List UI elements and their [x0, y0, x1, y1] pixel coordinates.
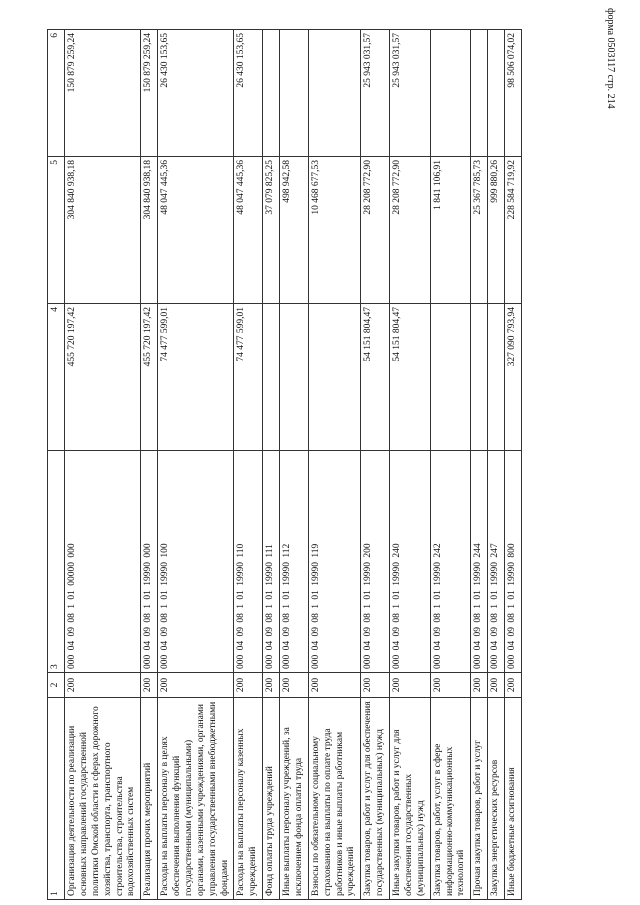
cell-code: 000 04 09 08 1 01 19990 110 — [234, 451, 263, 673]
cell-executed: 37 079 825,25 — [263, 157, 280, 304]
header-col-6: 6 — [48, 30, 65, 157]
cell-unexecuted: 150 879 259,24 — [65, 30, 141, 157]
cell-approved: 54 151 804,47 — [361, 304, 390, 451]
cell-executed: 48 047 445,36 — [234, 157, 263, 304]
cell-approved — [280, 304, 309, 451]
rotated-page — [47, 33, 581, 900]
cell-unexecuted: 26 430 153,65 — [158, 30, 234, 157]
cell-code: 000 04 09 08 1 01 00000 000 — [65, 451, 141, 673]
cell-approved — [430, 304, 471, 451]
table-row — [280, 30, 309, 900]
cell-approved: 54 151 804,47 — [390, 304, 431, 451]
table-row — [65, 30, 141, 900]
cell-unexecuted — [488, 30, 505, 157]
cell-name: Расходы на выплаты персоналу в целях обеспечения выполнения функций государственными (муниципальными) органами, казенными учреждениями, органами управления государственными внебюджетными фондами — [158, 698, 234, 900]
cell-line: 200 — [471, 673, 488, 698]
table-row — [488, 30, 505, 900]
cell-executed: 304 840 938,18 — [65, 157, 141, 304]
cell-name: Реализация прочих мероприятий — [141, 698, 158, 900]
cell-unexecuted: 98 506 074,02 — [505, 30, 522, 157]
cell-line: 200 — [263, 673, 280, 698]
cell-approved: 74 477 599,01 — [158, 304, 234, 451]
cell-line: 200 — [488, 673, 505, 698]
cell-line: 200 — [505, 673, 522, 698]
cell-name: Взносы по обязательному социальному страхованию на выплаты по оплате труда работников и иные выплаты работникам учреждений — [308, 698, 361, 900]
cell-name: Иные закупки товаров, работ и услуг для обеспечения государственных (муниципальных) нужд — [390, 698, 431, 900]
cell-unexecuted: 25 943 031,57 — [361, 30, 390, 157]
cell-line: 200 — [141, 673, 158, 698]
cell-approved: 327 090 793,94 — [505, 304, 522, 451]
table-row — [308, 30, 361, 900]
cell-line: 200 — [65, 673, 141, 698]
cell-code: 000 04 09 08 1 01 19990 200 — [361, 451, 390, 673]
cell-code: 000 04 09 08 1 01 19990 247 — [488, 451, 505, 673]
cell-executed: 304 840 938,18 — [141, 157, 158, 304]
cell-code: 000 04 09 08 1 01 19990 244 — [471, 451, 488, 673]
cell-line: 200 — [390, 673, 431, 698]
cell-code: 000 04 09 08 1 01 19990 240 — [390, 451, 431, 673]
cell-unexecuted — [430, 30, 471, 157]
cell-name: Фонд оплаты труда учреждений — [263, 698, 280, 900]
table-row — [430, 30, 471, 900]
cell-unexecuted — [280, 30, 309, 157]
cell-unexecuted — [471, 30, 488, 157]
form-label: форма 0503117 стр. 214 — [605, 8, 616, 109]
cell-code: 000 04 09 08 1 01 19990 119 — [308, 451, 361, 673]
cell-approved: 74 477 599,01 — [234, 304, 263, 451]
cell-line: 200 — [430, 673, 471, 698]
cell-line: 200 — [158, 673, 234, 698]
header-col-1: 1 — [48, 698, 65, 900]
cell-unexecuted — [263, 30, 280, 157]
cell-name: Иные бюджетные ассигнования — [505, 698, 522, 900]
cell-unexecuted — [308, 30, 361, 157]
cell-name: Закупка товаров, работ, услуг в сфере информационно-коммуникационных технологий — [430, 698, 471, 900]
cell-unexecuted: 25 943 031,57 — [390, 30, 431, 157]
cell-executed: 48 047 445,36 — [158, 157, 234, 304]
cell-executed: 28 208 772,90 — [390, 157, 431, 304]
table-row — [263, 30, 280, 900]
cell-code: 000 04 09 08 1 01 19990 800 — [505, 451, 522, 673]
cell-name: Прочая закупка товаров, работ и услуг — [471, 698, 488, 900]
table-row — [158, 30, 234, 900]
cell-unexecuted: 26 430 153,65 — [234, 30, 263, 157]
cell-executed: 228 584 719,92 — [505, 157, 522, 304]
cell-code: 000 04 09 08 1 01 19990 000 — [141, 451, 158, 673]
cell-executed: 498 942,58 — [280, 157, 309, 304]
cell-executed: 10 468 677,53 — [308, 157, 361, 304]
cell-name: Закупка товаров, работ и услуг для обеспечения государственных (муниципальных) нужд — [361, 698, 390, 900]
cell-code: 000 04 09 08 1 01 19990 100 — [158, 451, 234, 673]
header-col-2: 2 — [48, 673, 65, 698]
table-row — [390, 30, 431, 900]
table-row — [361, 30, 390, 900]
cell-approved — [488, 304, 505, 451]
table-row — [141, 30, 158, 900]
cell-executed: 1 841 106,91 — [430, 157, 471, 304]
cell-code: 000 04 09 08 1 01 19990 112 — [280, 451, 309, 673]
cell-line: 200 — [361, 673, 390, 698]
header-row — [48, 30, 65, 900]
cell-line: 200 — [308, 673, 361, 698]
cell-line: 200 — [234, 673, 263, 698]
cell-approved — [471, 304, 488, 451]
cell-code: 000 04 09 08 1 01 19990 242 — [430, 451, 471, 673]
table-row — [505, 30, 522, 900]
header-col-3: 3 — [48, 451, 65, 673]
cell-approved: 455 720 197,42 — [65, 304, 141, 451]
cell-approved — [263, 304, 280, 451]
cell-unexecuted: 150 879 259,24 — [141, 30, 158, 157]
cell-executed: 25 367 785,73 — [471, 157, 488, 304]
cell-approved — [308, 304, 361, 451]
table-row — [234, 30, 263, 900]
cell-code: 000 04 09 08 1 01 19990 111 — [263, 451, 280, 673]
cell-executed: 999 880,26 — [488, 157, 505, 304]
cell-executed: 28 208 772,90 — [361, 157, 390, 304]
cell-name: Иные выплаты персоналу учреждений, за исключением фонда оплаты труда — [280, 698, 309, 900]
table-row — [471, 30, 488, 900]
table-body — [65, 30, 522, 900]
budget-table — [47, 29, 522, 900]
cell-name: Закупка энергетических ресурсов — [488, 698, 505, 900]
cell-name: Организация деятельности по реализации основных направлений государственной политики Омской области в сферах дорожного хозяйства, транспорта, транспортного строительства, строительства водохозяйственных систем — [65, 698, 141, 900]
header-col-5: 5 — [48, 157, 65, 304]
cell-name: Расходы на выплаты персоналу казенных учреждений — [234, 698, 263, 900]
cell-approved: 455 720 197,42 — [141, 304, 158, 451]
cell-line: 200 — [280, 673, 309, 698]
header-col-4: 4 — [48, 304, 65, 451]
